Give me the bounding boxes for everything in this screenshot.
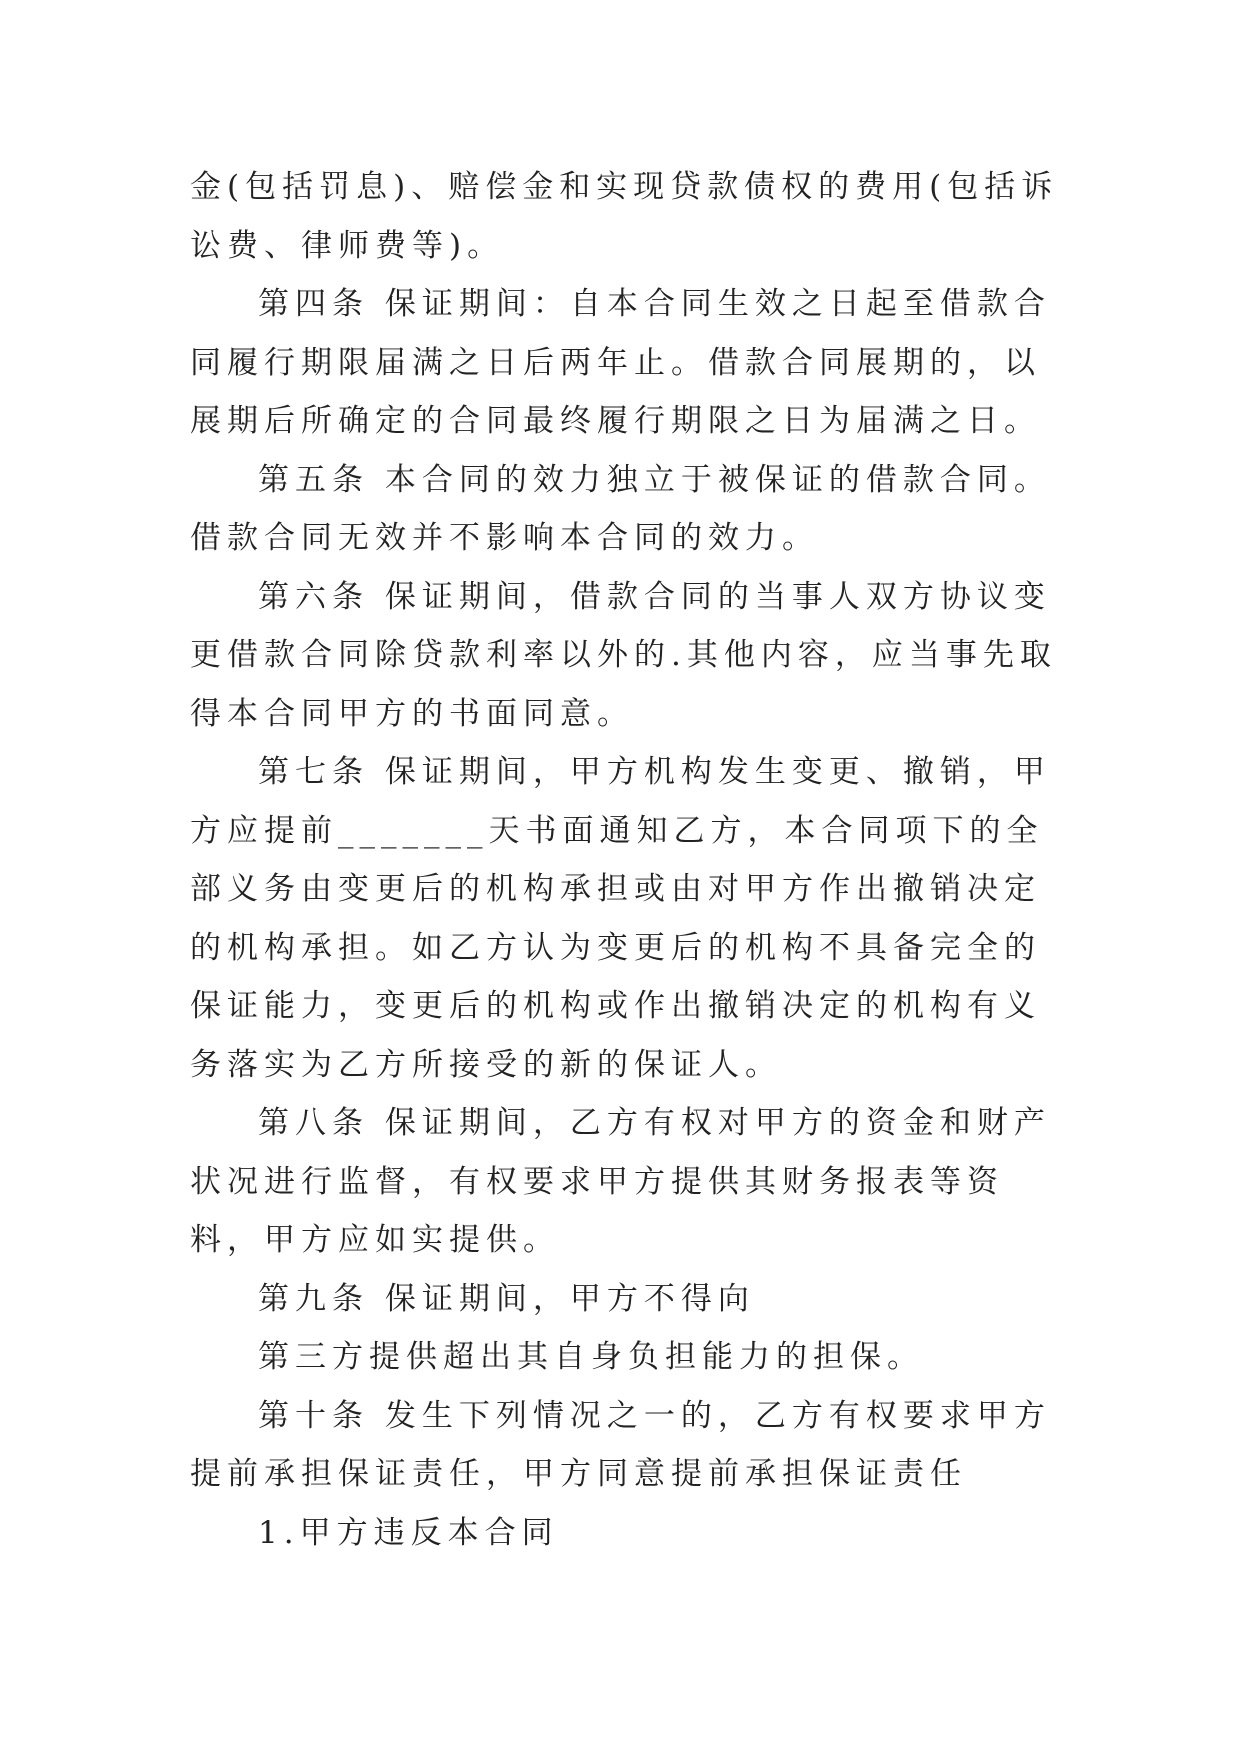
paragraph-continuation: 金(包括罚息)、赔偿金和实现贷款债权的费用(包括诉讼费、律师费等)。	[190, 169, 1059, 264]
document-body	[190, 158, 1070, 1562]
paragraph-article-9: 第九条 保证期间，甲方不得向	[258, 1280, 755, 1317]
paragraph-article-6: 第六条 保证期间，借款合同的当事人双方协议变更借款合同除贷款利率以外的.其他内容，应当事先取得本合同甲方的书面同意。	[190, 578, 1057, 732]
paragraph-article-7: 第七条 保证期间，甲方机构发生变更、撤销，甲方应提前_______天书面通知乙方，本合同项下的全部义务由变更后的机构承担或由对甲方作出撤销决定的机构承担。如乙方认为变更后的机构不具备完全的保证能力，变更后的机构或作出撤销决定的机构有义务落实为乙方所接受的新的保证人。	[190, 754, 1051, 1083]
paragraph-article-8: 第八条 保证期间，乙方有权对甲方的资金和财产状况进行监督，有权要求甲方提供其财务报表等资料，甲方应如实提供。	[190, 1105, 1051, 1258]
paragraph-article-4: 第四条 保证期间：自本合同生效之日起至借款合同履行期限届满之日后两年止。借款合同展期的，以展期后所确定的合同最终履行期限之日为届满之日。	[190, 286, 1051, 439]
paragraph-article-10: 第十条 发生下列情况之一的，乙方有权要求甲方提前承担保证责任，甲方同意提前承担保证责任	[190, 1397, 1051, 1492]
paragraph-article-5: 第五条 本合同的效力独立于被保证的借款合同。借款合同无效并不影响本合同的效力。	[190, 461, 1051, 556]
paragraph-article-9-continued: 第三方提供超出其自身负担能力的担保。	[258, 1339, 924, 1375]
paragraph-item-1: 1.甲方违反本合同	[258, 1514, 559, 1551]
